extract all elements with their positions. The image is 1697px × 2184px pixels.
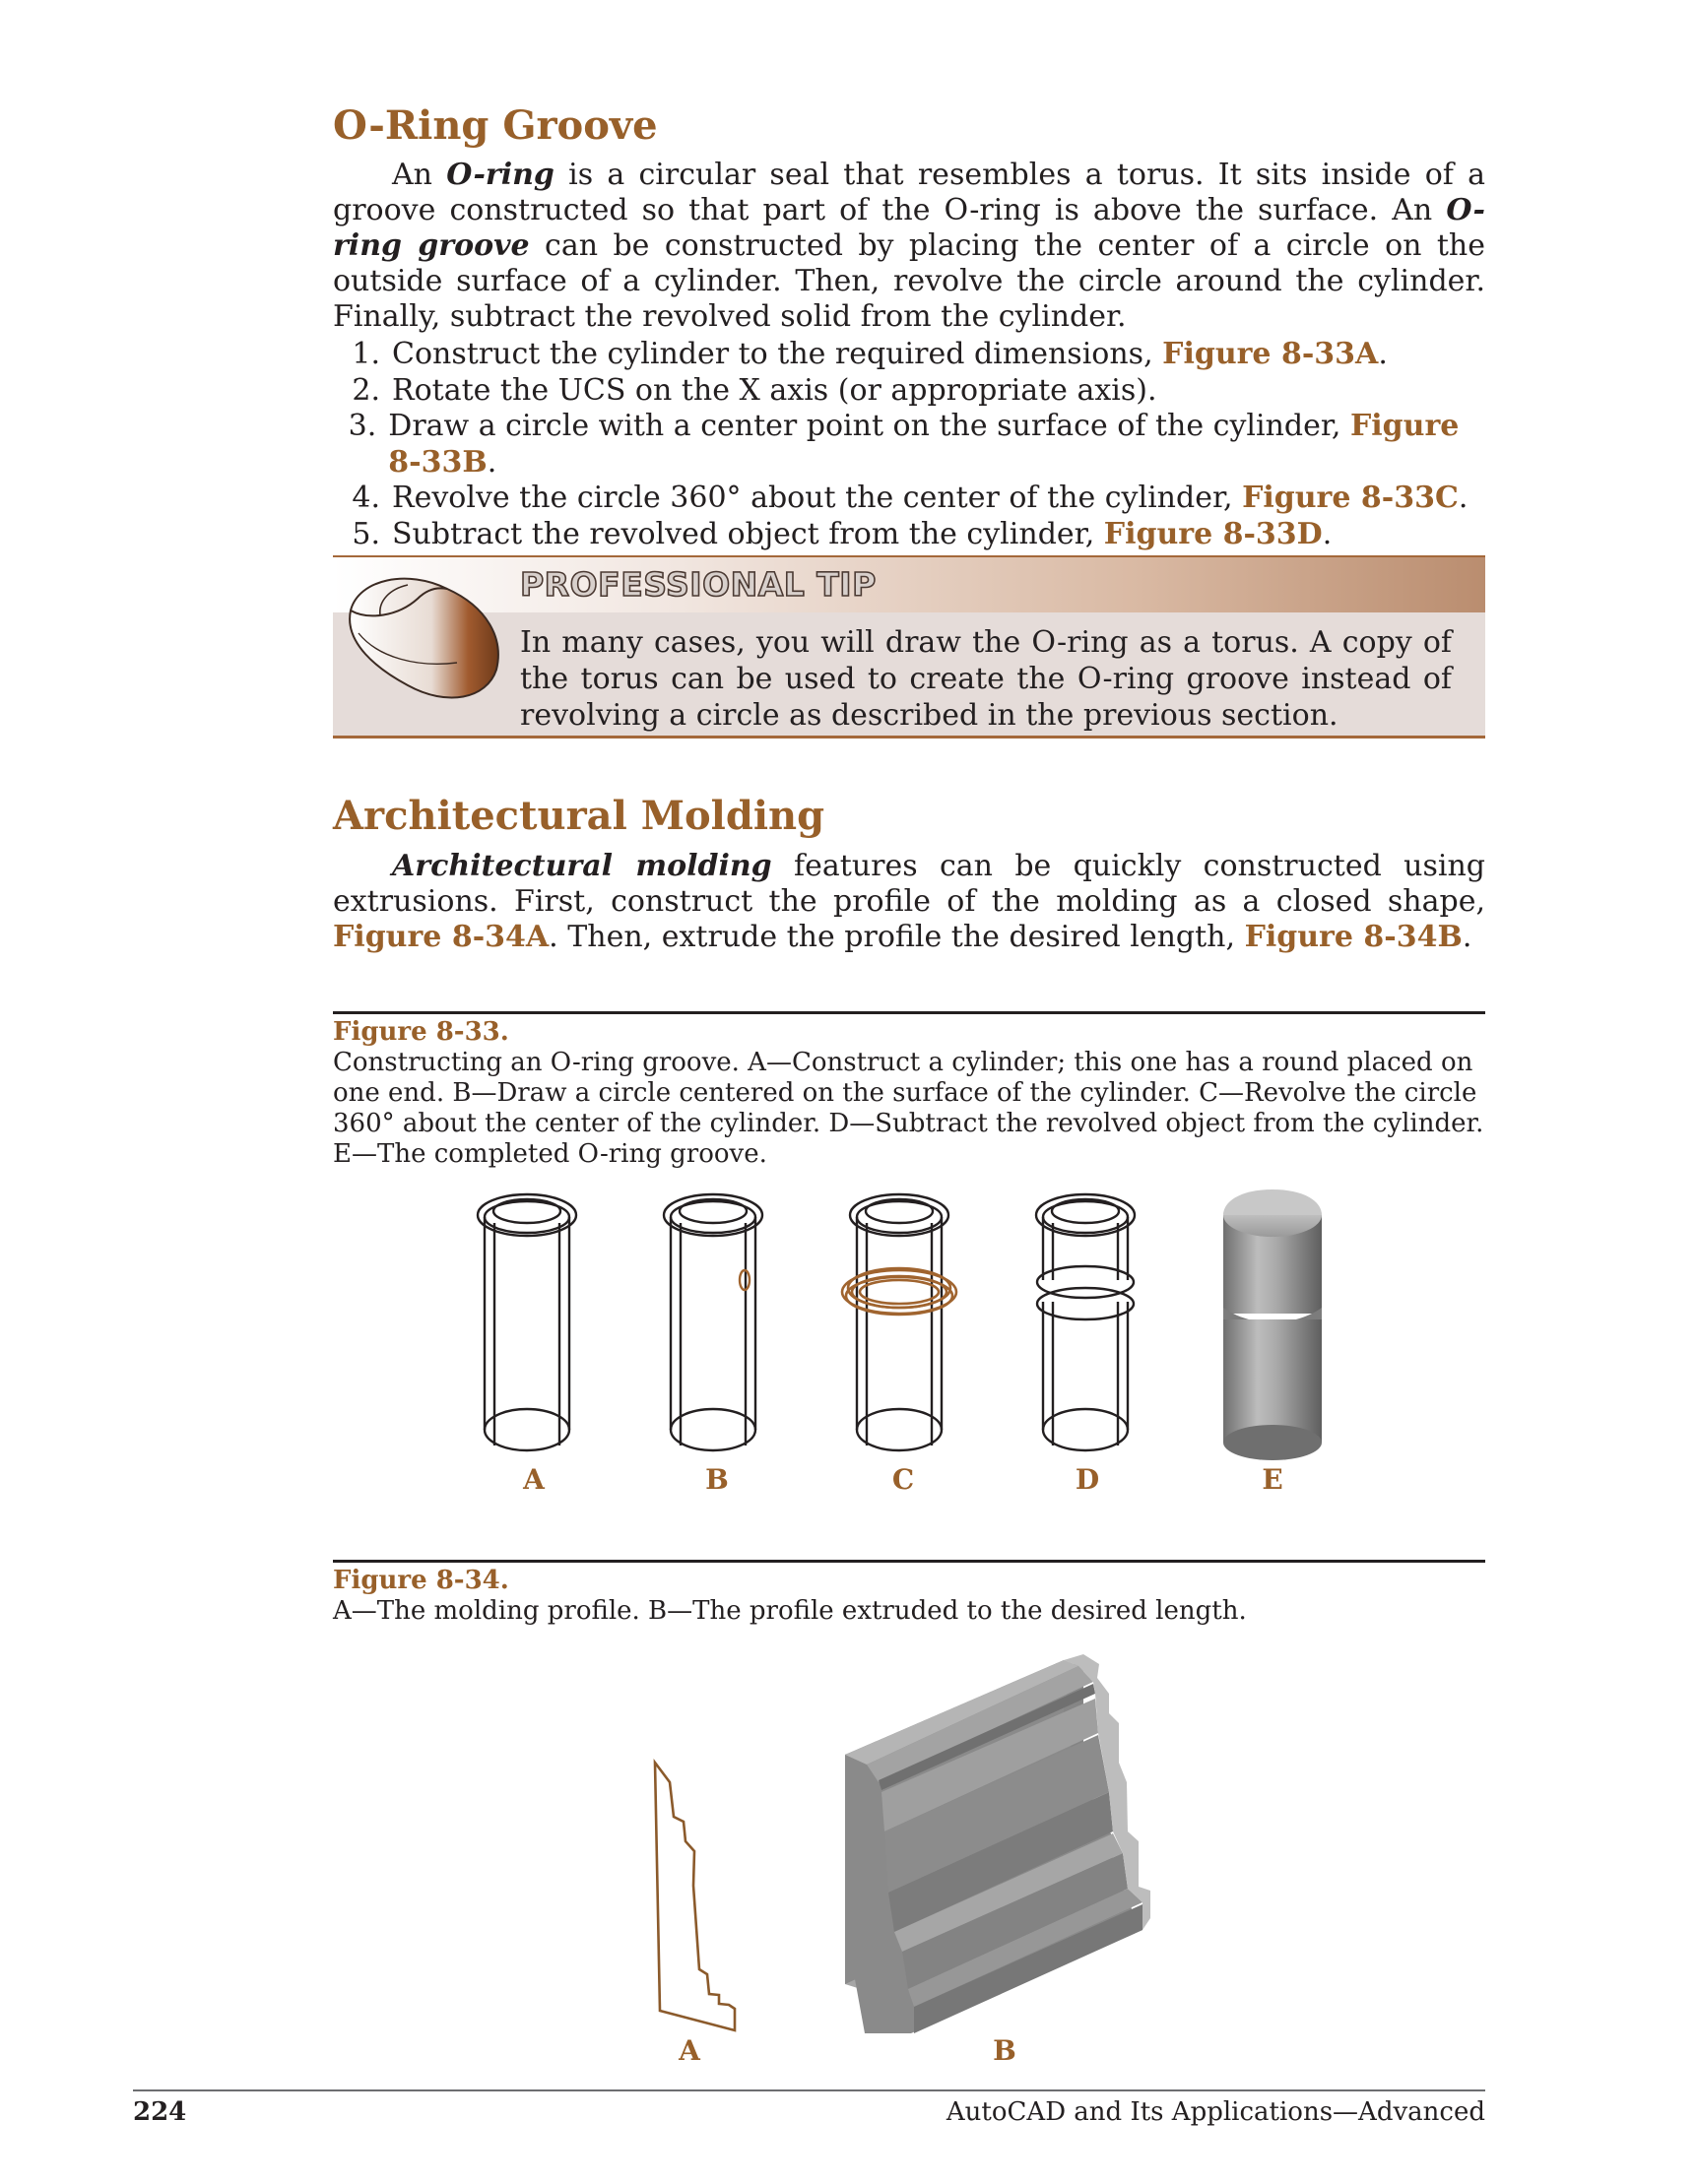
- figure-8-34-illustration: [630, 1644, 1182, 2068]
- step-number: 2.: [352, 372, 380, 408]
- figure-reference-link[interactable]: Figure 8-33A: [1162, 337, 1379, 371]
- figure-8-33-caption: Constructing an O-ring groove. A—Construct a cylinder; this one has a round placed on one end. B—Draw a circle centered on the surface of the cylinder. C—Revolve the circle 360° about the center of the cylinder. D—Subtract the revolved object from the cylinder. E—The completed O-ring groove.: [333, 1048, 1484, 1169]
- molding-profile-a: [655, 1763, 735, 2030]
- paragraph-text: can be constructed by placing the center of a circle on the outside surface of a cylinder. Then, revolve the circle around the cylinder. Finally, subtract the revolved solid from the cylinder.: [333, 228, 1485, 334]
- paragraph-text: .: [1462, 920, 1472, 954]
- cylinder-a: [478, 1194, 576, 1450]
- running-footer-title: AutoCAD and Its Applications—Advanced: [946, 2097, 1485, 2127]
- figure-rule: [333, 1560, 1485, 1563]
- defined-term: Architectural molding: [392, 849, 772, 883]
- step-text: Subtract the revolved object from the cylinder,: [392, 516, 1104, 551]
- figure-8-33-illustration: [463, 1182, 1349, 1497]
- figure-rule: [333, 1011, 1485, 1014]
- step-text: Construct the cylinder to the required dimensions,: [392, 337, 1163, 371]
- step-text: Draw a circle with a center point on the surface of the cylinder,: [388, 409, 1350, 443]
- paragraph-text: features can be quickly constructed using extrusions. First, construct the profile of the molding as a closed shape,: [333, 849, 1485, 919]
- section-heading-architectural-molding: Architectural Molding: [333, 793, 825, 839]
- figure-8-34-caption: A—The molding profile. B—The profile extruded to the desired length.: [333, 1596, 1247, 1626]
- figure-reference-link[interactable]: Figure 8-33D: [1103, 516, 1323, 551]
- oring-paragraph: [333, 158, 1485, 335]
- step-number: 1.: [352, 337, 380, 371]
- oring-steps-list: [333, 337, 1485, 552]
- figure-8-33-letter-d: D: [1075, 1463, 1100, 1496]
- paragraph-text: is a circular seal that resembles a torus. It sits inside of a groove constructed so that part of the O-ring is above the surface. An: [333, 158, 1485, 227]
- step-end: .: [487, 444, 497, 480]
- figure-8-33-label: Figure 8-33.: [333, 1017, 509, 1047]
- defined-term: O-ring groove: [333, 193, 1485, 263]
- figure-8-33-letter-e: E: [1262, 1463, 1283, 1496]
- step-end: .: [1322, 516, 1333, 551]
- molding-paragraph: [333, 849, 1485, 955]
- step-5: [333, 517, 1485, 553]
- step-number: 3.: [348, 409, 377, 443]
- figure-8-33-letter-a: A: [523, 1463, 545, 1496]
- page-number: 224: [133, 2097, 187, 2127]
- step-3: [333, 409, 1485, 481]
- step-text: Rotate the UCS on the X axis (or appropriate axis).: [392, 372, 1157, 408]
- step-end: .: [1458, 481, 1469, 515]
- tip-title: PROFESSIONAL TIP: [520, 565, 877, 604]
- paragraph-text: An: [392, 158, 447, 192]
- figure-reference-link[interactable]: Figure 8-34A: [333, 920, 550, 954]
- step-text: Revolve the circle 360° about the center of the cylinder,: [392, 481, 1243, 515]
- step-number: 5.: [352, 516, 380, 551]
- cylinder-d: [1036, 1194, 1135, 1450]
- extruded-molding-b: [845, 1654, 1150, 2033]
- figure-8-34-label: Figure 8-34.: [333, 1566, 509, 1595]
- step-2: [333, 373, 1485, 410]
- footer-rule: [133, 2089, 1485, 2091]
- figure-reference-link[interactable]: Figure 8-33C: [1242, 481, 1459, 515]
- step-1: [333, 337, 1485, 373]
- defined-term: O-ring: [446, 158, 555, 192]
- cylinder-b: [664, 1194, 762, 1450]
- figure-reference-link[interactable]: Figure 8-33B: [388, 409, 1460, 480]
- figure-reference-link[interactable]: Figure 8-34B: [1244, 920, 1463, 954]
- paragraph-text: . Then, extrude the profile the desired length,: [549, 920, 1245, 954]
- figure-8-33-letter-c: C: [891, 1463, 915, 1496]
- cylinder-e-shaded: [1223, 1189, 1322, 1460]
- mouse-icon: [339, 559, 506, 707]
- figure-8-33-letter-b: B: [705, 1463, 729, 1496]
- section-heading-oring-groove: O-Ring Groove: [333, 102, 658, 149]
- step-end: .: [1378, 337, 1388, 371]
- cylinder-c: [842, 1194, 956, 1450]
- step-number: 4.: [352, 481, 380, 515]
- figure-8-34-letter-b: B: [993, 2034, 1016, 2067]
- figure-8-34-letter-a: A: [679, 2034, 700, 2067]
- step-4: [333, 481, 1485, 517]
- tip-text: In many cases, you will draw the O-ring as a torus. A copy of the torus can be used to create the O-ring groove instead of revolving a circle as described in the previous section.: [520, 625, 1452, 733]
- professional-tip-box: [333, 555, 1485, 739]
